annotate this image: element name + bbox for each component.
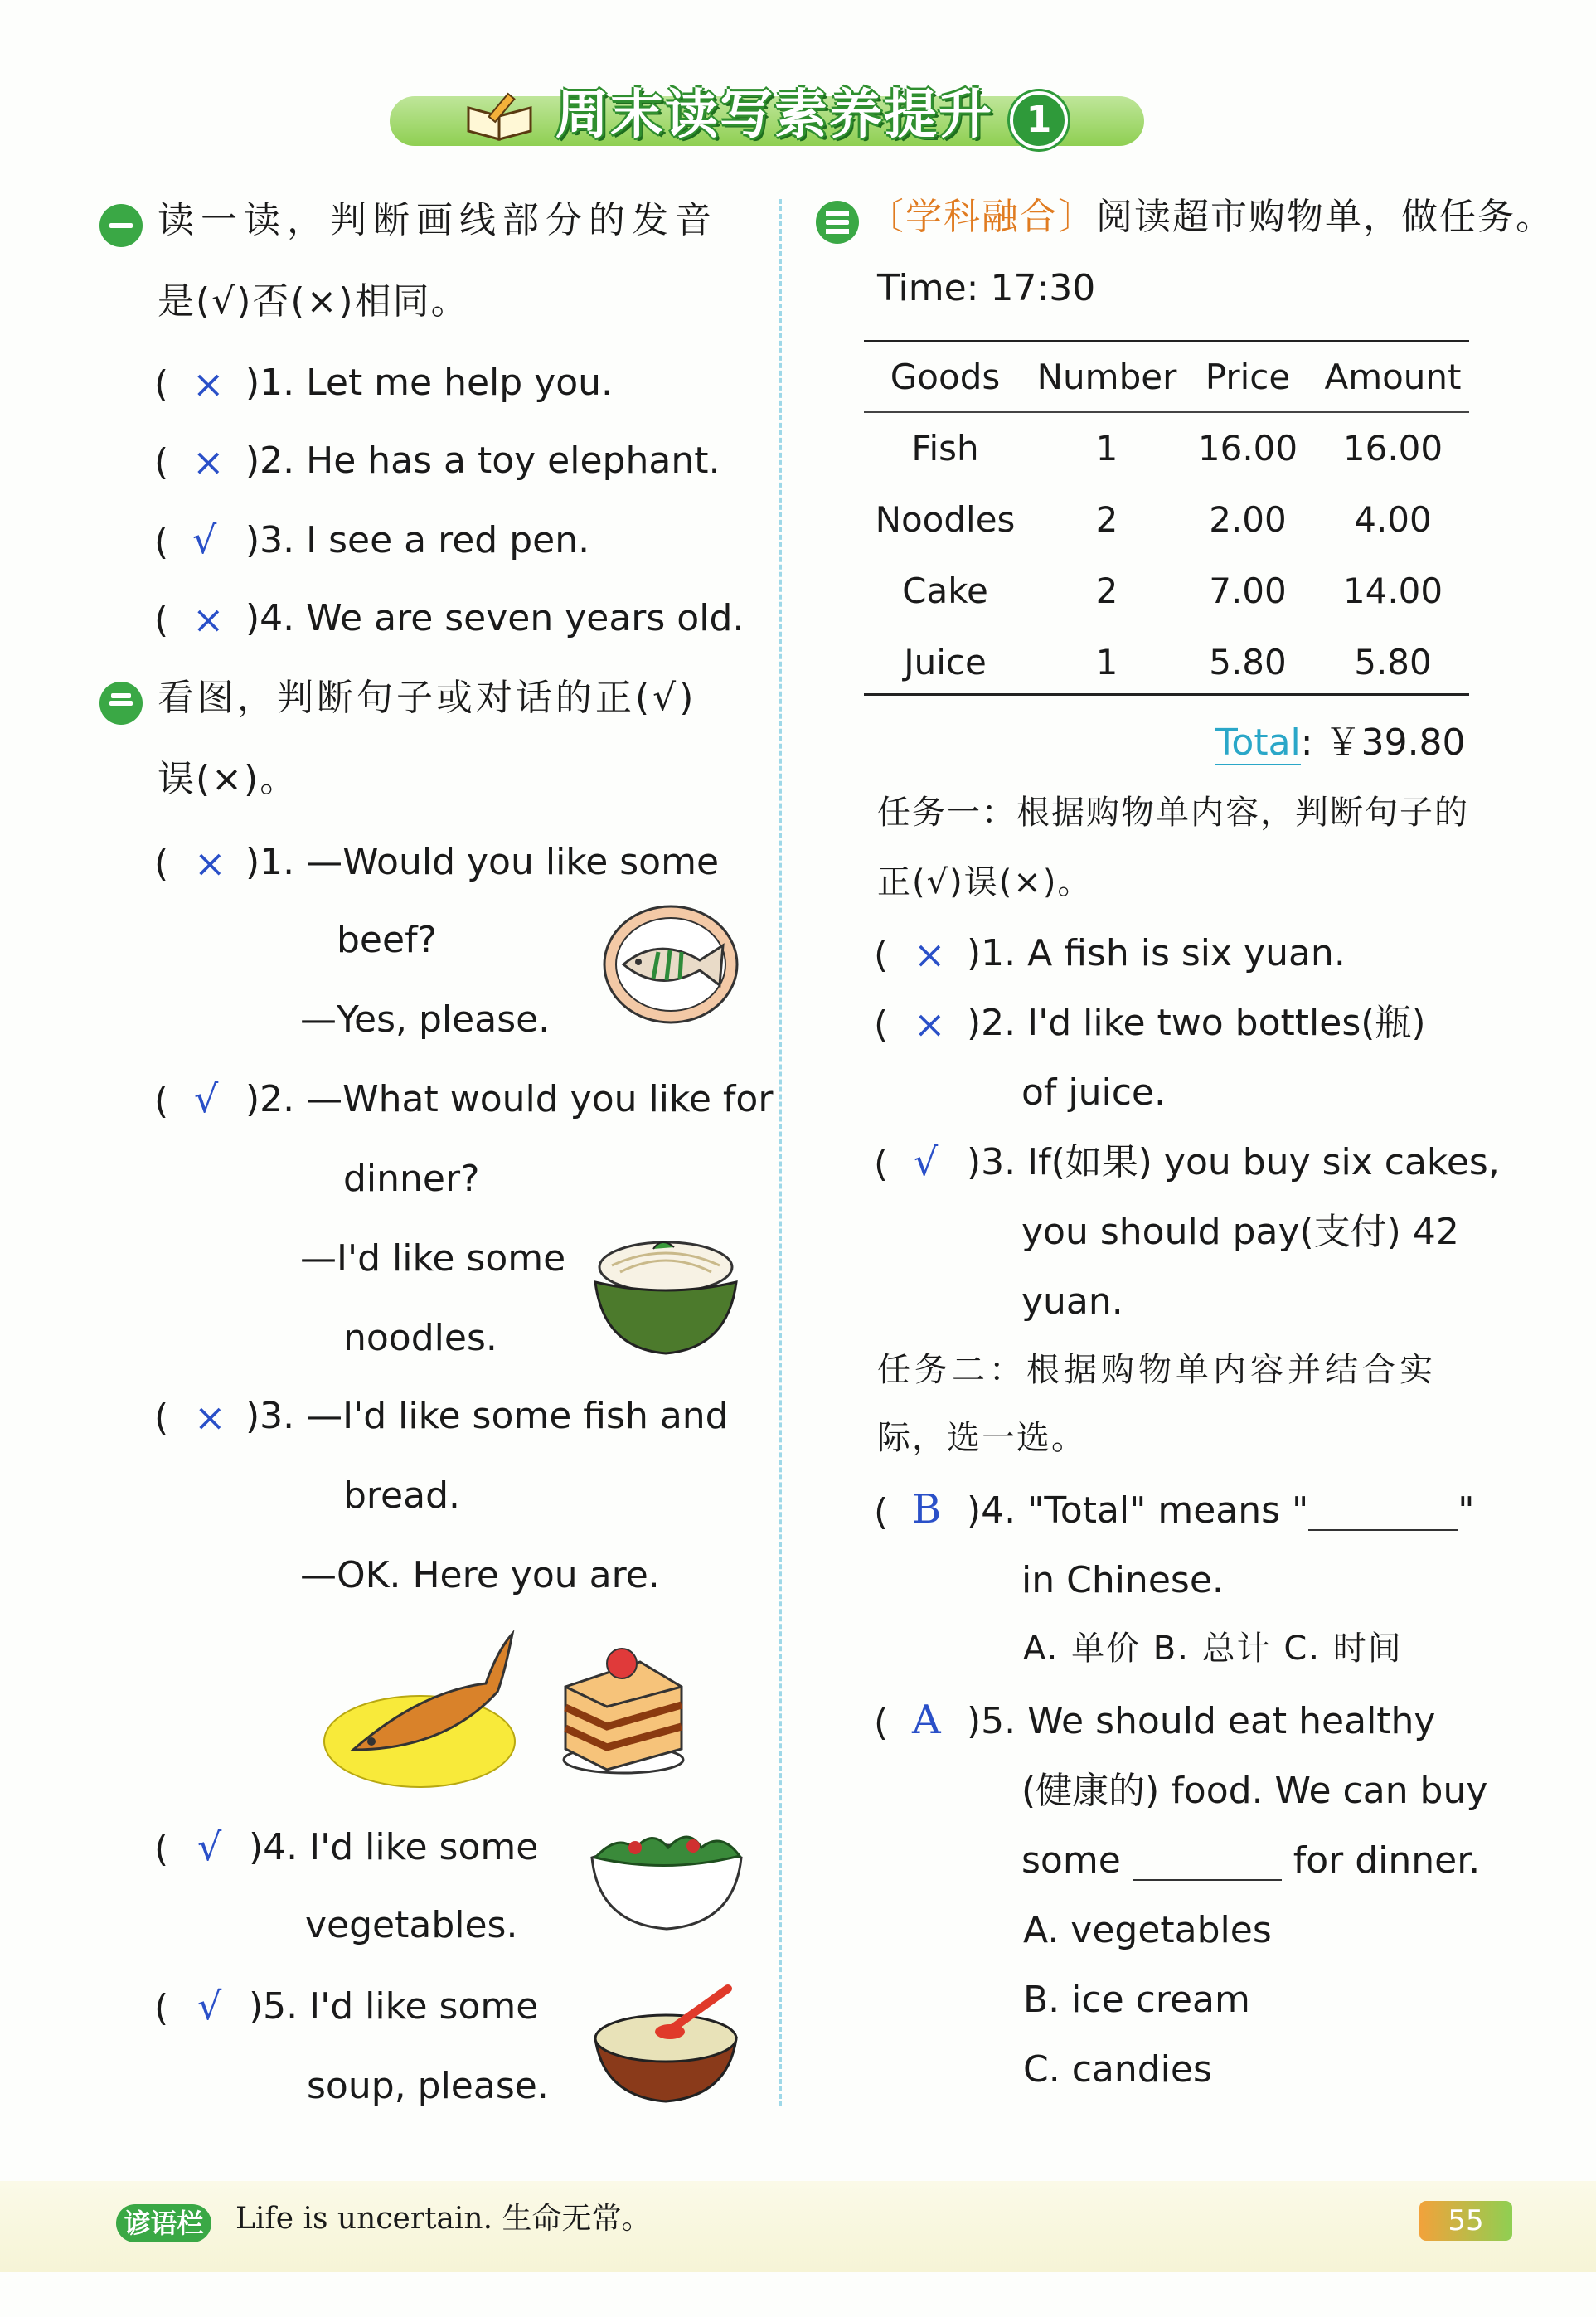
answer-mark: × [192,440,225,484]
answer-mark: √ [197,1824,222,1869]
paren-open: ( [154,1987,169,2029]
paren-open: ( [154,1080,169,1122]
item-line: —I'd like some [300,1237,566,1280]
table-cell: 5.80 [1209,642,1287,682]
q4-text-b: " [1458,1489,1475,1532]
answer-mark: √ [194,1076,219,1121]
paren-open: ( [874,1702,889,1744]
answer-mark: × [914,932,946,977]
item-line: )2. —What would you like for [245,1078,774,1120]
answer-mark: × [192,362,225,406]
item-line: yuan. [1021,1280,1123,1323]
table-cell: 7.00 [1209,571,1287,611]
paren-open: ( [154,363,169,406]
item-line: vegetables. [305,1904,518,1946]
q5-option-c: C. candies [1023,2048,1212,2091]
table-header-cell: Goods [890,357,1001,397]
table-cell: 2 [1095,571,1118,611]
table-cell: Cake [902,571,988,611]
section3-tag: 〔学科融合〕 [867,196,1096,238]
q5-text-a: some [1021,1839,1133,1882]
q4-text-a: )4. "Total" means " [967,1489,1309,1532]
section3-title-text: 阅读超市购物单，做任务。 [1096,196,1554,238]
q5-option-b: B. ice cream [1023,1979,1250,2021]
section2-title-line1: 看图，判断句子或对话的正(√) [158,677,697,719]
item-text: )1. Let me help you. [245,362,614,404]
item-line: soup, please. [307,2065,549,2107]
proverb-text: Life is uncertain. 生命无常。 [235,2202,652,2236]
item-line: —OK. Here you are. [300,1554,660,1596]
receipt-total [1215,723,1466,763]
total-label: Total [1215,721,1301,764]
item-line: )5. We should eat healthy [967,1700,1436,1742]
banner-title: 周末读写素养提升 [555,85,993,146]
item-line: )3. —I'd like some fish and [245,1395,729,1437]
item-line: )1. A fish is six yuan. [967,932,1346,974]
paren-open: ( [154,1397,169,1439]
table-top-rule [864,340,1469,342]
table-header-rule [864,411,1469,413]
paren-open: ( [874,1003,889,1046]
table-cell: 4.00 [1354,499,1432,540]
q4-options: A. 单价 B. 总计 C. 时间 [1023,1630,1403,1668]
answer-mark: × [194,1395,226,1440]
answer-mark: √ [197,1984,222,2028]
task2-title-line1: 任务二：根据购物单内容并结合实 [877,1351,1437,1389]
table-cell: 2 [1095,499,1118,540]
table-cell: 2.00 [1209,499,1287,540]
table-header-cell: Price [1205,357,1291,397]
section3-title [867,197,1554,237]
paren-open: ( [874,1491,889,1533]
answer-mark: √ [914,1139,939,1184]
section-two-icon [99,682,143,725]
item-line: you should pay(支付) 42 [1021,1211,1459,1253]
paren-open: ( [154,599,169,641]
item-line: of juice. [1021,1071,1166,1114]
item-line [967,1491,1475,1531]
item-line: )2. I'd like two bottles(瓶) [967,1002,1426,1044]
section-three-icon [816,201,859,244]
column-divider [779,199,782,2106]
paren-open: ( [154,521,169,563]
table-cell: Fish [911,428,979,469]
book-pencil-icon [464,91,539,141]
paren-open: ( [874,934,889,976]
table-cell: Noodles [875,499,1016,540]
answer-mark: × [914,1002,946,1047]
answer-mark: × [194,841,226,886]
task1-title-line2: 正(√)误(×)。 [877,863,1093,901]
fish-on-plate-image [320,1625,527,1791]
q5-option-a: A. vegetables [1023,1909,1272,1951]
table-cell: 16.00 [1197,428,1298,469]
task1-title-line1: 任务一：根据购物单内容，判断句子的 [877,794,1469,832]
table-header-cell: Number [1036,357,1177,397]
table-bottom-rule [864,693,1469,696]
item-line: )4. I'd like some [249,1826,539,1868]
item-text: )4. We are seven years old. [245,597,745,639]
paren-open: ( [154,1828,169,1870]
answer-mark: √ [192,517,217,562]
item-line: noodles. [343,1317,497,1359]
noodle-bowl-image [587,1232,745,1357]
cake-image [557,1629,690,1778]
section1-title-line2: 是(√)否(×)相同。 [158,280,469,323]
section-one-icon [99,204,143,247]
item-text: )2. He has a toy elephant. [245,440,720,482]
table-cell: 5.80 [1354,642,1432,682]
q5-text-b: for dinner. [1281,1839,1481,1882]
soup-bowl-image [587,1980,745,2105]
fish-plate-image [600,902,741,1027]
item-text: )3. I see a red pen. [245,519,590,561]
q5-blank [1133,1846,1282,1881]
total-value: : ￥39.80 [1300,721,1466,764]
vegetable-bowl-image [585,1816,748,1932]
paren-open: ( [154,441,169,483]
section2-title-line2: 误(×)。 [158,758,298,800]
item-line: )1. —Would you like some [245,841,720,883]
receipt-time: Time: 17:30 [877,267,1096,309]
item-line: bread. [343,1474,461,1517]
q4-blank [1308,1496,1458,1531]
item-line: )3. If(如果) you buy six cakes, [967,1141,1500,1183]
page-number: 55 [1419,2201,1512,2241]
paren-open: ( [154,843,169,885]
answer-mark: A [912,1697,941,1743]
table-cell: 16.00 [1342,428,1443,469]
table-cell: Juice [904,642,987,682]
item-line: (健康的) food. We can buy [1021,1770,1488,1812]
table-cell: 1 [1095,642,1118,682]
section1-title-line1: 读一读，判断画线部分的发音 [158,199,718,241]
item-line: )5. I'd like some [249,1985,539,2028]
item-line: —Yes, please. [300,998,551,1041]
item-line: dinner? [343,1158,480,1200]
answer-mark: B [912,1486,942,1533]
banner-number: 1 [1010,91,1068,149]
table-header-cell: Amount [1324,357,1462,397]
proverb-badge: 谚语栏 [116,2204,211,2242]
paren-open: ( [874,1143,889,1185]
item-line: beef? [337,919,437,961]
answer-mark: × [192,597,225,642]
table-cell: 14.00 [1342,571,1443,611]
task2-title-line2: 际，选一选。 [877,1419,1086,1457]
header-banner [390,66,1144,158]
item-line [1021,1841,1480,1881]
table-cell: 1 [1095,428,1118,469]
item-line: in Chinese. [1021,1559,1224,1601]
